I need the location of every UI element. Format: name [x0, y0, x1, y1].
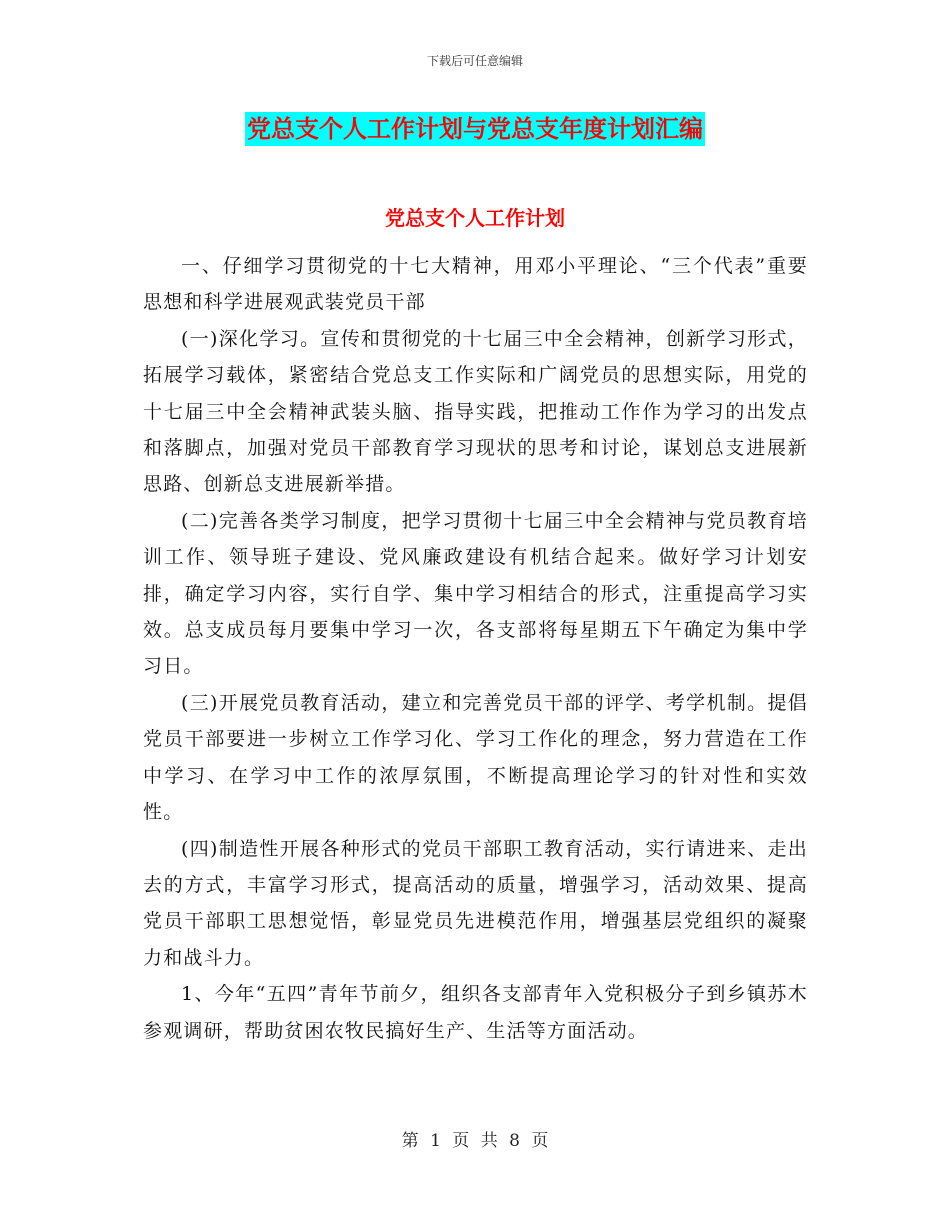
- section-title: 党总支个人工作计划: [385, 206, 565, 230]
- paragraph: (二)完善各类学习制度，把学习贯彻十七届三中全会精神与党员教育培训工作、领导班子建设、党风廉政建设有机结合起来。做好学习计划安排，确定学习内容，实行自学、集中学习相结合的形式，注重提高学习实效。总支成员每月要集中学习一次，各支部将每星期五下午确定为集中学习日。: [143, 509, 808, 678]
- document-title: 党总支个人工作计划与党总支年度计划汇编: [245, 112, 705, 146]
- paragraph: 1、今年“五四”青年节前夕，组织各支部青年入党积极分子到乡镇苏木参观调研，帮助贫困农牧民搞好生产、生活等方面活动。: [143, 983, 808, 1042]
- paragraph: (四)制造性开展各种形式的党员干部职工教育活动，实行请进来、走出去的方式，丰富学习形式，提高活动的质量，增强学习，活动效果、提高党员干部职工思想觉悟，彰显党员先进模范作用，增强基层党组织的凝聚力和战斗力。: [143, 837, 808, 969]
- header-note: 下载后可任意编辑: [426, 54, 523, 68]
- paragraph: 一、仔细学习贯彻党的十七大精神，用邓小平理论、“三个代表”重要思想和科学进展观武装党员干部: [143, 255, 808, 314]
- document-body: [143, 248, 808, 1049]
- document-title-container: [0, 112, 950, 146]
- page-number-footer: 第 1 页 共 8 页: [401, 1131, 549, 1151]
- paragraph: (一)深化学习。宣传和贯彻党的十七届三中全会精神，创新学习形式，拓展学习载体，紧密结合党总支工作实际和广阔党员的思想实际，用党的十七届三中全会精神武装头脑、指导实践，把推动工作作为学习的出发点和落脚点，加强对党员干部教育学习现状的思考和讨论，谋划总支进展新思路、创新总支进展新举措。: [143, 327, 808, 496]
- paragraph: (三)开展党员教育活动，建立和完善党员干部的评学、考学机制。提倡党员干部要进一步树立工作学习化、学习工作化的理念，努力营造在工作中学习、在学习中工作的浓厚氛围，不断提高理论学习的针对性和实效性。: [143, 691, 808, 824]
